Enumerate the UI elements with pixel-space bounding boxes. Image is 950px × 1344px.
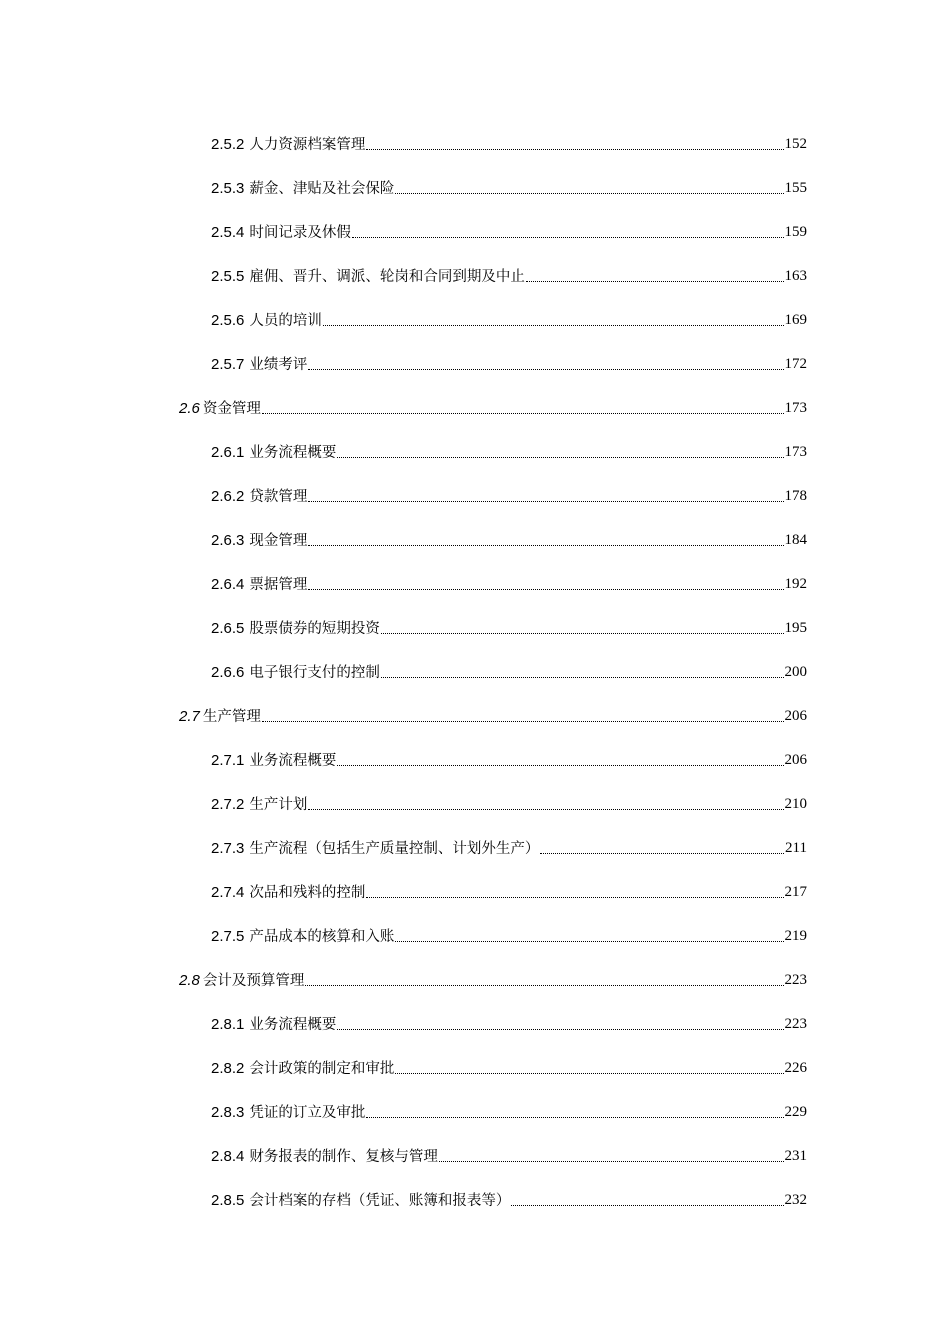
toc-entry-title: 次品和残料的控制 — [249, 884, 366, 901]
toc-entry-number: 2.6.2 — [211, 487, 245, 505]
toc-dot-leader — [366, 1116, 783, 1118]
toc-entry-label — [211, 266, 525, 287]
toc-entry-number: 2.5.4 — [211, 223, 245, 241]
toc-page-number: 210 — [784, 796, 807, 812]
toc-subsection-entry[interactable] — [0, 826, 807, 870]
toc-subsection-entry[interactable] — [0, 122, 807, 166]
toc-dot-leader — [308, 500, 783, 502]
toc-entry-title: 产品成本的核算和入账 — [249, 928, 395, 945]
toc-entry-number: 2.7.2 — [211, 795, 245, 813]
toc-subsection-entry[interactable] — [0, 1090, 807, 1134]
toc-entry-label — [211, 1014, 336, 1035]
toc-entry-number: 2.6.3 — [211, 531, 245, 549]
toc-subsection-entry[interactable] — [0, 650, 807, 694]
toc-subsection-entry[interactable] — [0, 738, 807, 782]
toc-page-number: 184 — [784, 532, 807, 548]
toc-page-number: 169 — [784, 312, 807, 328]
toc-entry-label — [211, 310, 322, 331]
toc-entry-number: 2.7 — [179, 707, 200, 725]
toc-page-number: 231 — [784, 1148, 807, 1164]
toc-entry-label — [211, 178, 394, 199]
toc-page-number: 192 — [784, 576, 807, 592]
toc-entry-title: 票据管理 — [249, 576, 308, 593]
toc-dot-leader — [366, 896, 783, 898]
toc-dot-leader — [352, 236, 784, 238]
toc-entry-number: 2.8.1 — [211, 1015, 245, 1033]
toc-page-number: 173 — [784, 400, 807, 416]
toc-page-number: 219 — [784, 928, 807, 944]
toc-entry-label — [211, 662, 380, 683]
toc-entry-label — [179, 398, 261, 419]
toc-entry-title: 生产计划 — [249, 796, 308, 813]
toc-entry-label — [211, 574, 307, 595]
toc-entry-title: 电子银行支付的控制 — [249, 664, 380, 681]
toc-entry-label — [211, 442, 336, 463]
toc-entry-number: 2.7.5 — [211, 927, 245, 945]
toc-entry-title: 业务流程概要 — [249, 752, 337, 769]
toc-entry-title: 资金管理 — [202, 400, 261, 417]
toc-entry-label — [211, 354, 307, 375]
toc-entry-number: 2.6.1 — [211, 443, 245, 461]
toc-subsection-entry[interactable] — [0, 870, 807, 914]
toc-entry-number: 2.5.5 — [211, 267, 245, 285]
toc-subsection-entry[interactable] — [0, 1046, 807, 1090]
toc-dot-leader — [323, 324, 784, 326]
toc-entry-label — [211, 222, 351, 243]
toc-page-number: 163 — [784, 268, 807, 284]
toc-entry-number: 2.5.6 — [211, 311, 245, 329]
toc-dot-leader — [308, 588, 783, 590]
toc-page-number: 223 — [784, 972, 807, 988]
toc-entry-label — [211, 134, 365, 155]
toc-entry-title: 生产流程（包括生产质量控制、计划外生产） — [249, 840, 540, 857]
toc-dot-leader — [308, 808, 783, 810]
toc-entry-title: 会计政策的制定和审批 — [249, 1060, 395, 1077]
toc-entry-number: 2.5.2 — [211, 135, 245, 153]
toc-dot-leader — [305, 984, 783, 986]
toc-subsection-entry[interactable] — [0, 782, 807, 826]
toc-dot-leader — [381, 676, 784, 678]
toc-page-number: 229 — [784, 1104, 807, 1120]
toc-dot-leader — [337, 1028, 783, 1030]
toc-page-number: 211 — [785, 840, 807, 856]
toc-entry-label — [211, 882, 365, 903]
toc-entry-number: 2.8.4 — [211, 1147, 245, 1165]
toc-entry-title: 生产管理 — [202, 708, 261, 725]
toc-page-number: 178 — [784, 488, 807, 504]
toc-subsection-entry[interactable] — [0, 914, 807, 958]
toc-dot-leader — [526, 280, 784, 282]
toc-entry-number: 2.6 — [179, 399, 200, 417]
toc-page-number: 223 — [784, 1016, 807, 1032]
toc-subsection-entry[interactable] — [0, 430, 807, 474]
toc-page-number: 206 — [784, 752, 807, 768]
toc-page-number: 206 — [784, 708, 807, 724]
toc-page-number: 226 — [784, 1060, 807, 1076]
toc-dot-leader — [366, 148, 783, 150]
toc-entry-label — [211, 530, 307, 551]
toc-entry-number: 2.8.5 — [211, 1191, 245, 1209]
toc-entry-title: 人员的培训 — [249, 312, 322, 329]
toc-entry-title: 贷款管理 — [249, 488, 308, 505]
toc-entry-title: 时间记录及休假 — [249, 224, 351, 241]
toc-dot-leader — [511, 1204, 783, 1206]
toc-page-number: 152 — [784, 136, 807, 152]
toc-entry-title: 雇佣、晋升、调派、轮岗和合同到期及中止 — [249, 268, 525, 285]
toc-dot-leader — [308, 544, 783, 546]
toc-subsection-entry[interactable] — [0, 562, 807, 606]
toc-entry-label — [211, 838, 539, 859]
toc-entry-number: 2.8 — [179, 971, 200, 989]
toc-entry-title: 现金管理 — [249, 532, 308, 549]
toc-page-number: 172 — [784, 356, 807, 372]
toc-dot-leader — [395, 1072, 783, 1074]
toc-subsection-entry[interactable] — [0, 1178, 807, 1222]
toc-entry-title: 业务流程概要 — [249, 444, 337, 461]
toc-dot-leader — [540, 852, 784, 854]
toc-entry-title: 业绩考评 — [249, 356, 308, 373]
toc-dot-leader — [395, 940, 783, 942]
toc-subsection-entry[interactable] — [0, 298, 807, 342]
toc-entry-number: 2.5.3 — [211, 179, 245, 197]
toc-entry-label — [179, 970, 304, 991]
toc-entry-label — [211, 618, 380, 639]
toc-subsection-entry[interactable] — [0, 166, 807, 210]
toc-entry-number: 2.7.3 — [211, 839, 245, 857]
toc-section-entry[interactable] — [0, 694, 807, 738]
toc-entry-label — [211, 1190, 510, 1211]
toc-page-number: 232 — [784, 1192, 807, 1208]
toc-subsection-entry[interactable] — [0, 606, 807, 650]
toc-entry-label — [211, 486, 307, 507]
toc-entry-label — [211, 794, 307, 815]
toc-subsection-entry[interactable] — [0, 1002, 807, 1046]
toc-dot-leader — [337, 764, 783, 766]
toc-subsection-entry[interactable] — [0, 342, 807, 386]
toc-entry-label — [211, 1058, 394, 1079]
toc-entry-number: 2.6.6 — [211, 663, 245, 681]
toc-dot-leader — [262, 412, 784, 414]
toc-page-number: 217 — [784, 884, 807, 900]
toc-subsection-entry[interactable] — [0, 210, 807, 254]
toc-entry-number: 2.8.3 — [211, 1103, 245, 1121]
toc-section-entry[interactable] — [0, 386, 807, 430]
toc-entry-title: 财务报表的制作、复核与管理 — [249, 1148, 438, 1165]
toc-subsection-entry[interactable] — [0, 518, 807, 562]
toc-page-number: 155 — [784, 180, 807, 196]
toc-entry-title: 会计档案的存档（凭证、账簿和报表等） — [249, 1192, 511, 1209]
toc-dot-leader — [439, 1160, 784, 1162]
toc-entry-title: 股票债券的短期投资 — [249, 620, 380, 637]
toc-entry-number: 2.5.7 — [211, 355, 245, 373]
table-of-contents — [0, 122, 950, 1222]
toc-entry-title: 薪金、津贴及社会保险 — [249, 180, 395, 197]
toc-entry-number: 2.7.4 — [211, 883, 245, 901]
toc-entry-label — [211, 1146, 438, 1167]
toc-dot-leader — [381, 632, 784, 634]
toc-page-number: 200 — [784, 664, 807, 680]
toc-entry-number: 2.7.1 — [211, 751, 245, 769]
toc-entry-number: 2.6.5 — [211, 619, 245, 637]
toc-dot-leader — [395, 192, 783, 194]
toc-entry-label — [211, 926, 394, 947]
toc-entry-label — [211, 750, 336, 771]
toc-entry-title: 人力资源档案管理 — [249, 136, 366, 153]
toc-entry-label — [211, 1102, 365, 1123]
toc-entry-number: 2.6.4 — [211, 575, 245, 593]
toc-page-number: 195 — [784, 620, 807, 636]
toc-dot-leader — [337, 456, 783, 458]
toc-subsection-entry[interactable] — [0, 254, 807, 298]
toc-entry-title: 业务流程概要 — [249, 1016, 337, 1033]
toc-section-entry[interactable] — [0, 958, 807, 1002]
toc-page-number: 173 — [784, 444, 807, 460]
toc-dot-leader — [262, 720, 784, 722]
toc-subsection-entry[interactable] — [0, 474, 807, 518]
toc-entry-title: 会计及预算管理 — [202, 972, 305, 989]
toc-entry-label — [179, 706, 261, 727]
toc-entry-number: 2.8.2 — [211, 1059, 245, 1077]
toc-subsection-entry[interactable] — [0, 1134, 807, 1178]
toc-page-number: 159 — [784, 224, 807, 240]
toc-entry-title: 凭证的订立及审批 — [249, 1104, 366, 1121]
toc-dot-leader — [308, 368, 783, 370]
